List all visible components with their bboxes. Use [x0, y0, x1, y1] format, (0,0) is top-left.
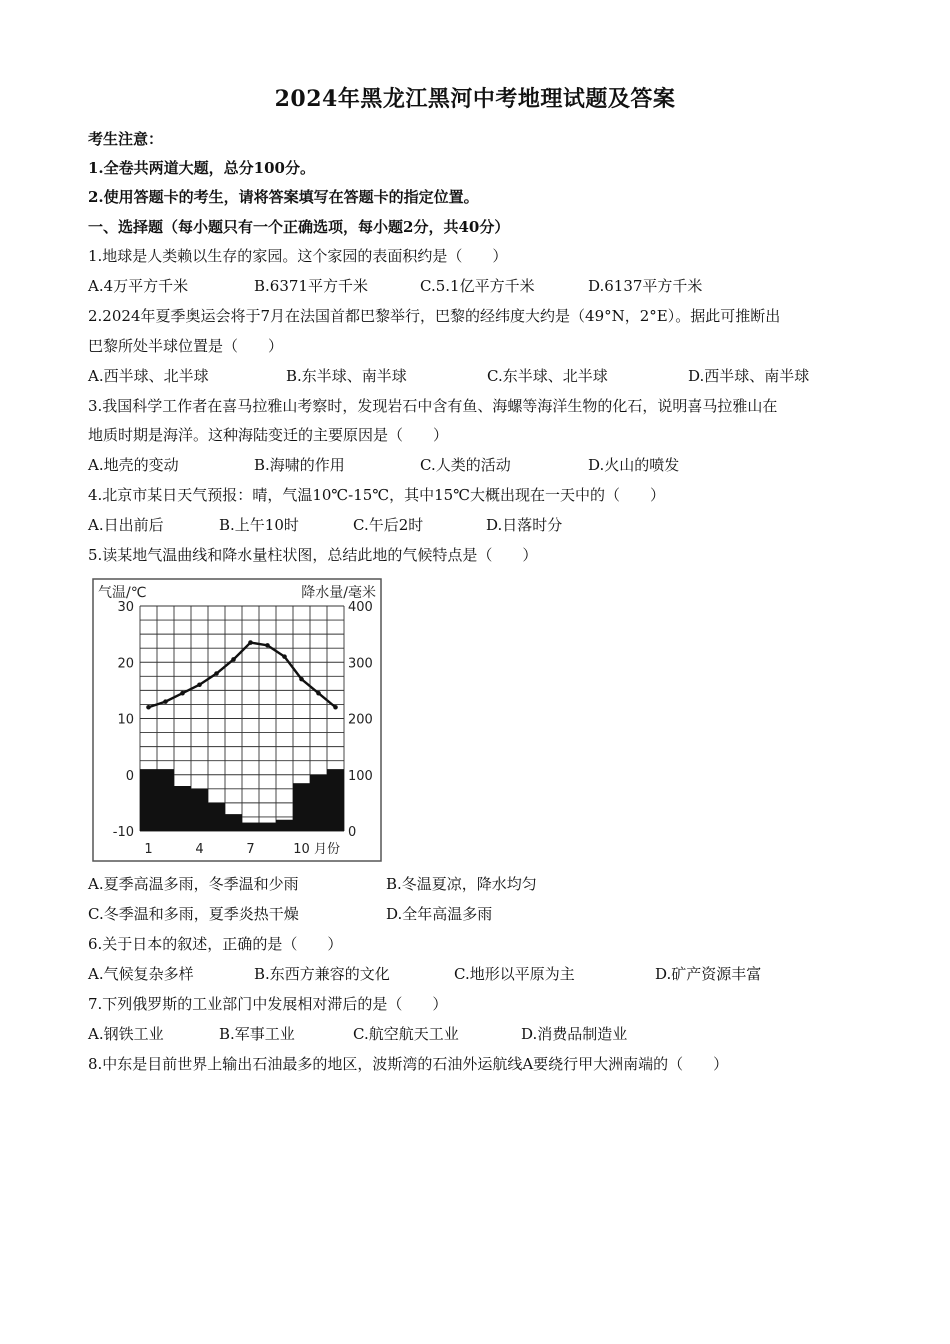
- question-3-stem: 3.我国科学工作者在喜马拉雅山考察时，发现岩石中含有鱼、海螺等海洋生物的化石，说明喜马拉雅山在: [88, 397, 778, 415]
- option-b: B.海啸的作用: [254, 456, 345, 474]
- temperature-point: [214, 671, 219, 676]
- left-tick-label: 20: [117, 656, 134, 672]
- precipitation-bar: [259, 823, 276, 831]
- page-title: 2024年黑龙江黑河中考地理试题及答案: [274, 86, 676, 112]
- option-d: D.消费品制造业: [521, 1025, 628, 1043]
- precipitation-bar: [242, 823, 259, 831]
- option-b: B.东西方兼容的文化: [254, 965, 390, 983]
- option-a: A.地壳的变动: [88, 456, 179, 474]
- precipitation-bar: [208, 803, 225, 831]
- question-1-stem: 1.地球是人类赖以生存的家园。这个家园的表面积约是（ ）: [88, 247, 508, 265]
- option-d: D.日落时分: [486, 516, 563, 534]
- question-2-stem-cont: 巴黎所处半球位置是（ ）: [88, 337, 284, 355]
- option-b: B.6371平方千米: [254, 277, 368, 295]
- option-d: D.全年高温多雨: [386, 905, 493, 923]
- temperature-point: [231, 657, 236, 662]
- temperature-point: [163, 699, 168, 704]
- option-c: C.午后2时: [353, 516, 424, 534]
- temperature-point: [146, 705, 151, 710]
- notice-item-1: 1.全卷共两道大题，总分100分。: [88, 159, 315, 177]
- x-unit-label: 月份: [314, 842, 341, 857]
- left-axis-label: 气温/℃: [98, 585, 147, 601]
- option-a: A.4万平方千米: [88, 277, 189, 295]
- option-c: C.东半球、北半球: [487, 367, 608, 385]
- left-tick-label: 0: [125, 768, 134, 784]
- question-6-stem: 6.关于日本的叙述，正确的是（ ）: [88, 935, 343, 953]
- temperature-point: [180, 691, 185, 696]
- precipitation-bar: [174, 786, 191, 831]
- right-tick-label: 300: [348, 656, 373, 672]
- question-5-stem: 5.读某地气温曲线和降水量柱状图，总结此地的气候特点是（ ）: [88, 546, 538, 564]
- question-8-stem: 8.中东是目前世界上输出石油最多的地区，波斯湾的石油外运航线A要绕行甲大洲南端的（ ）: [88, 1055, 729, 1073]
- right-tick-label: 400: [348, 600, 373, 615]
- precipitation-bar: [225, 814, 242, 831]
- temperature-point: [282, 654, 287, 659]
- right-tick-label: 0: [348, 825, 357, 840]
- option-d: D.火山的喷发: [588, 456, 680, 474]
- question-4-stem: 4.北京市某日天气预报：晴，气温10℃-15℃，其中15℃大概出现在一天中的（ ）: [88, 486, 665, 504]
- option-d: D.6137平方千米: [588, 277, 703, 295]
- option-b: B.军事工业: [219, 1025, 295, 1043]
- right-tick-label: 100: [348, 768, 373, 784]
- option-a: A.日出前后: [88, 516, 164, 534]
- option-d: D.矿产资源丰富: [655, 965, 762, 983]
- option-a: A.夏季高温多雨，冬季温和少雨: [88, 875, 299, 893]
- precipitation-bar: [327, 769, 344, 831]
- option-c: C.地形以平原为主: [454, 965, 575, 983]
- option-a: A.气候复杂多样: [88, 965, 194, 983]
- temperature-point: [316, 691, 321, 696]
- climate-chart: [92, 578, 382, 862]
- x-tick-label: 1: [144, 842, 153, 857]
- x-tick-label: 7: [246, 842, 255, 857]
- temperature-point: [333, 705, 338, 710]
- option-c: C.人类的活动: [420, 456, 511, 474]
- option-d: D.西半球、南半球: [688, 367, 810, 385]
- section-heading: 一、选择题（每小题只有一个正确选项，每小题2分，共40分）: [88, 218, 510, 236]
- precipitation-bar: [310, 775, 327, 831]
- left-tick-label: 30: [117, 600, 134, 615]
- question-2-stem: 2.2024年夏季奥运会将于7月在法国首都巴黎举行，巴黎的经纬度大约是（49°N，2°E）。据此可推断出: [88, 307, 781, 325]
- option-c: C.5.1亿平方千米: [420, 277, 535, 295]
- option-a: A.西半球、北半球: [88, 367, 209, 385]
- question-3-stem-cont: 地质时期是海洋。这种海陆变迁的主要原因是（ ）: [88, 426, 449, 444]
- option-c: C.航空航天工业: [353, 1025, 459, 1043]
- x-tick-label: 4: [195, 842, 204, 857]
- option-c: C.冬季温和多雨，夏季炎热干燥: [88, 905, 299, 923]
- climate-chart-svg: [92, 578, 382, 862]
- notice-heading: 考生注意：: [88, 130, 164, 148]
- precipitation-bar: [293, 783, 310, 831]
- precipitation-bar: [191, 789, 208, 831]
- left-tick-label: 10: [117, 712, 134, 728]
- precipitation-bar: [276, 820, 293, 831]
- right-tick-label: 200: [348, 712, 373, 728]
- temperature-point: [197, 682, 202, 687]
- option-b: B.冬温夏凉，降水均匀: [386, 875, 537, 893]
- option-a: A.钢铁工业: [88, 1025, 164, 1043]
- temperature-point: [248, 640, 253, 645]
- notice-item-2: 2.使用答题卡的考生，请将答案填写在答题卡的指定位置。: [88, 188, 479, 206]
- precipitation-bar: [157, 769, 174, 831]
- temperature-point: [299, 677, 304, 682]
- option-b: B.东半球、南半球: [286, 367, 407, 385]
- precipitation-bar: [140, 769, 157, 831]
- option-b: B.上午10时: [219, 516, 299, 534]
- right-axis-label: 降水量/毫米: [301, 585, 376, 601]
- temperature-point: [265, 643, 270, 648]
- question-7-stem: 7.下列俄罗斯的工业部门中发展相对滞后的是（ ）: [88, 995, 448, 1013]
- x-tick-label: 10: [293, 842, 310, 857]
- left-tick-label: -10: [112, 825, 134, 840]
